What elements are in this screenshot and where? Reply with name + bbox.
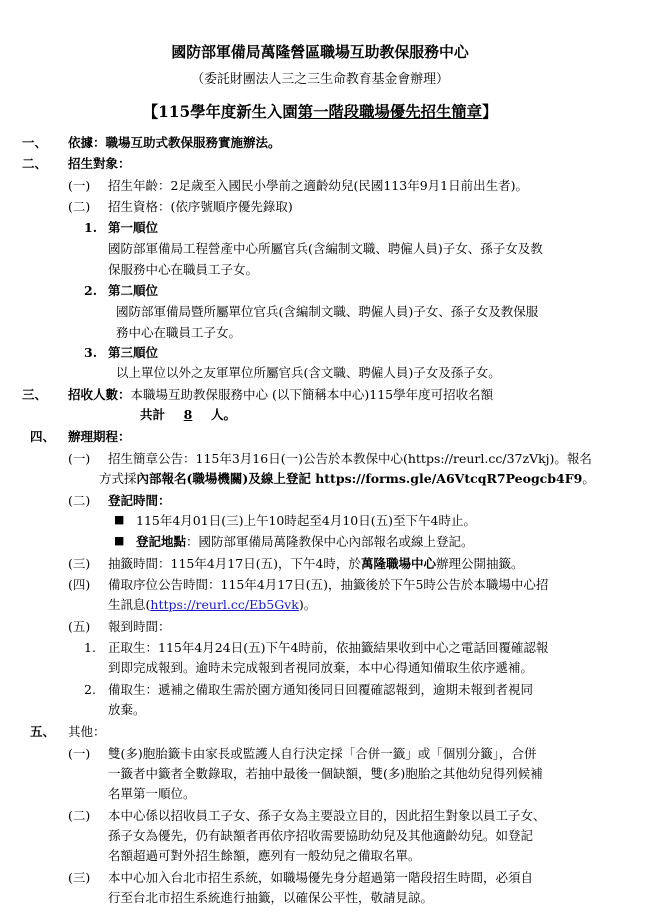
priority-2-line-2: 務中心在職員工子女。 [116, 325, 242, 340]
other-b-line-2: 孫子女為優先，仍有缺額者再依序招收需要協助幼兒及其他適齡幼兒。如登記 [108, 828, 534, 843]
section-1-number: 一、 [22, 135, 48, 150]
qualification-item-number: (二) [68, 199, 91, 214]
waitlist-announcement-post: )。 [298, 597, 317, 612]
priority-2-number: 2. [84, 283, 98, 298]
other-a-number: (一) [68, 746, 91, 761]
enrollment-total-prefix: 共計 [140, 407, 166, 422]
schedule-e-label: 報到時間： [108, 619, 171, 634]
registration-place-label: 登記地點 [136, 534, 187, 549]
schedule-a-number: (一) [68, 451, 91, 466]
section-2-number: 二、 [22, 156, 48, 171]
section-3-number: 三、 [22, 387, 48, 402]
age-item-number: (一) [68, 178, 91, 193]
schedule-a-line-2 [99, 472, 595, 486]
schedule-b-number: (二) [68, 493, 91, 508]
schedule-a-line-2-pre: 方式採 [99, 471, 137, 486]
registration-time-text: 115年4月01日(三)上午10時起至4月10日(五)至下午4時止。 [136, 513, 476, 528]
priority-3-title: 第三順位 [108, 345, 159, 360]
other-c-line-1: 本中心加入台北市招生系統，如職場優先身分超過第一階段招生時間，必須自 [108, 870, 534, 885]
center-title: 國防部軍備局萬隆營區職場互助教保服務中心 [171, 43, 469, 61]
registration-method[interactable]: 內部報名(職場機關)及線上登記 https://forms.gle/A6VtcqR7Peogcb4F9 [136, 471, 583, 486]
priority-3-number: 3. [84, 345, 98, 360]
doc-title-prefix: 【115學年度新生入園 [142, 102, 298, 121]
section-3-body [68, 388, 493, 402]
registration-place [136, 535, 474, 549]
square-bullet-icon: ■ [114, 513, 125, 526]
section-5-label: 其他： [68, 724, 106, 739]
priority-1-line-1: 國防部軍備局工程營產中心所屬官兵(含編制文職、聘僱人員)子女、孫子女及教 [108, 241, 543, 256]
section-4-label: 辦理期程： [68, 429, 131, 444]
schedule-b-label: 登記時間： [108, 493, 171, 508]
section-3-text: 本職場互助教保服務中心 (以下簡稱本中心)115學年度可招收名額 [130, 387, 494, 402]
waitlist-announcement-pre: 生訊息( [108, 597, 151, 612]
priority-1-number: 1. [84, 220, 98, 235]
lottery-time-pre: 抽籤時間：115年4月17日(五)，下午4時，於 [108, 556, 361, 571]
section-1-text: 職場互助式教保服務實施辦法。 [105, 135, 281, 150]
other-c-line-2: 行至台北市招生系統進行抽籤，以確保公平性，敬請見諒。 [108, 890, 434, 905]
qualification-item-text: 招生資格：(依序號順序優先錄取) [108, 199, 293, 214]
check-in-2-line-1: 備取生：遞補之備取生需於園方通知後同日回覆確認報到，逾期未報到者視同 [108, 682, 534, 697]
other-a-line-1: 雙(多)胞胎籤卡由家長或監護人自行決定採「合併一籤」或「個別分籤」，合併 [108, 746, 537, 761]
enrollment-total-suffix: 人。 [211, 407, 237, 422]
waitlist-announcement-line-2 [108, 598, 316, 612]
section-5-number: 五、 [30, 724, 56, 739]
enrollment-total-value: 8 [183, 407, 193, 422]
lottery-time-post: 辦理公開抽籤。 [435, 556, 524, 571]
center-subtitle: （委託財團法人三之三生命教育基金會辦理） [191, 72, 449, 87]
square-bullet-icon: ■ [114, 534, 125, 547]
enrollment-total [140, 408, 236, 422]
doc-title [0, 103, 640, 120]
check-in-1-number: 1. [84, 640, 96, 655]
priority-3-line-1: 以上單位以外之友軍單位所屬官兵(含文職、聘僱人員)子女及孫子女。 [116, 365, 501, 380]
check-in-1-line-1: 正取生：115年4月24日(五)下午4時前，依抽籤結果收到中心之電話回覆確認報 [108, 640, 549, 655]
schedule-d-number: (四) [68, 577, 91, 592]
other-b-line-3: 名額超過可對外招生餘額，應列有一般幼兒之備取名單。 [108, 848, 421, 863]
section-4-number: 四、 [30, 429, 56, 444]
schedule-e-number: (五) [68, 619, 91, 634]
waitlist-announcement-line-1: 備取序位公告時間：115年4月17日(五)，抽籤後於下午5時公告於本職場中心招 [108, 577, 549, 592]
other-b-number: (二) [68, 808, 91, 823]
priority-2-title: 第二順位 [108, 283, 159, 298]
other-b-line-1: 本中心係以招收員工子女、孫子女為主要設立目的，因此招生對象以員工子女、 [108, 808, 546, 823]
lottery-location: 萬隆職場中心 [360, 556, 436, 571]
other-a-line-3: 名單第一順位。 [108, 786, 196, 801]
priority-1-title: 第一順位 [108, 220, 159, 235]
schedule-a-line-2-post: 。 [582, 471, 595, 486]
schedule-c-number: (三) [68, 556, 91, 571]
other-a-line-2: 一籤者中籤者全數錄取，若抽中最後一個缺額，雙(多)胞胎之其他幼兒得列候補 [108, 766, 543, 781]
lottery-time [108, 557, 523, 571]
waitlist-info-link[interactable]: https://reurl.cc/Eb5Gvk [150, 597, 299, 612]
priority-2-line-1: 國防部軍備局暨所屬單位官兵(含編制文職、聘僱人員)子女、孫子女及教保服 [116, 304, 539, 319]
age-item-text: 招生年齡：2足歲至入國民小學前之適齡幼兒(民國113年9月1日前出生者)。 [108, 178, 528, 193]
check-in-2-number: 2. [84, 682, 96, 697]
registration-place-text: ：國防部軍備局萬隆教保中心內部報名或線上登記。 [186, 534, 474, 549]
section-3-label: 招收人數： [68, 387, 131, 402]
doc-title-underlined: 第一階段職場優先招生簡章 [297, 102, 483, 121]
section-1-body [68, 136, 281, 150]
other-c-number: (三) [68, 870, 91, 885]
check-in-2-line-2: 放棄。 [108, 702, 146, 717]
priority-1-line-2: 保服務中心在職員工子女。 [108, 262, 259, 277]
section-2-label: 招生對象： [68, 156, 131, 171]
check-in-1-line-2: 到即完成報到。逾時未完成報到者視同放棄，本中心得通知備取生依序遞補。 [108, 660, 534, 675]
section-1-label: 依據： [68, 135, 106, 150]
schedule-a-line-1: 招生簡章公告：115年3月16日(一)公告於本教保中心(https://reurl.cc/37zVkj)。報名 [108, 451, 592, 466]
doc-title-suffix: 】 [482, 102, 498, 121]
